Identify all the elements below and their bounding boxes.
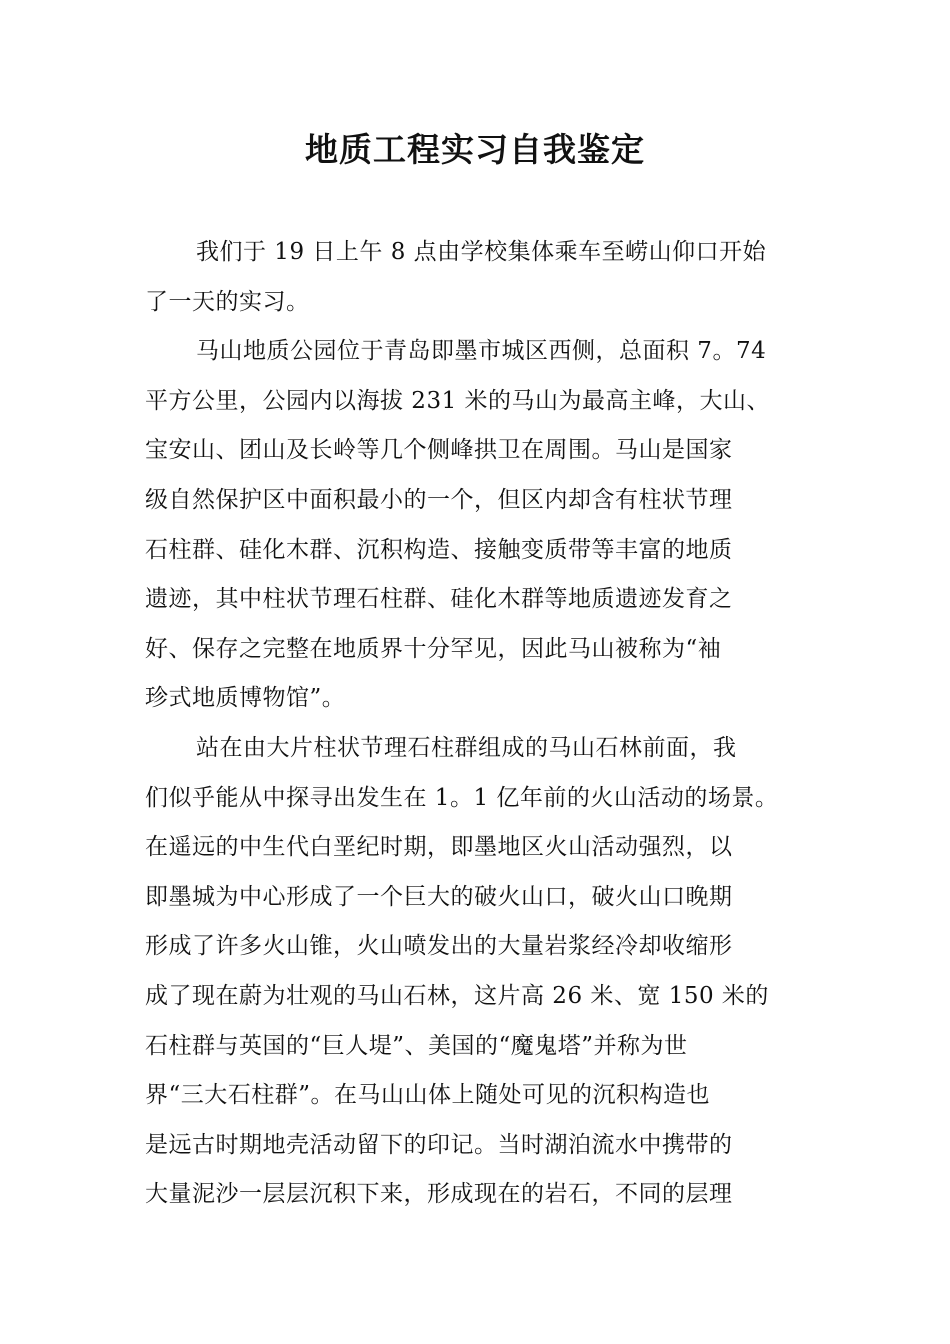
text-line: 了一天的实习。 <box>145 288 310 315</box>
text-line: 们似乎能从中探寻出发生在 1。1 亿年前的火山活动的场景。 <box>145 784 779 811</box>
text-line: 石柱群与英国的“巨人堤”、美国的“魔鬼塔”并称为世 <box>145 1032 688 1059</box>
text-line: 平方公里，公园内以海拔 231 米的马山为最高主峰，大山、 <box>145 387 771 414</box>
text-line: 站在由大片柱状节理石柱群组成的马山石林前面，我 <box>196 734 737 761</box>
text-line: 形成了许多火山锥，火山喷发出的大量岩浆经冷却收缩形 <box>145 933 733 960</box>
text-line: 界“三大石柱群”。在马山山体上随处可见的沉积构造也 <box>145 1082 711 1109</box>
document-title: 地质工程实习自我鉴定 <box>305 130 645 169</box>
text-line: 即墨城为中心形成了一个巨大的破火山口，破火山口晚期 <box>145 883 733 910</box>
text-line: 遗迹，其中柱状节理石柱群、硅化木群等地质遗迹发育之 <box>145 586 733 613</box>
text-line: 成了现在蔚为壮观的马山石林，这片高 26 米、宽 150 米的 <box>145 982 769 1009</box>
text-line: 珍式地质博物馆”。 <box>145 685 346 712</box>
text-line: 马山地质公园位于青岛即墨市城区西侧，总面积 7。74 <box>196 338 767 365</box>
text-line: 大量泥沙一层层沉积下来，形成现在的岩石，不同的层理 <box>145 1181 733 1208</box>
text-line: 是远古时期地壳活动留下的印记。当时湖泊流水中携带的 <box>145 1131 733 1158</box>
text-line: 石柱群、硅化木群、沉积构造、接触变质带等丰富的地质 <box>145 536 733 563</box>
text-line: 我们于 19 日上午 8 点由学校集体乘车至崂山仰口开始 <box>196 239 767 265</box>
text-line: 宝安山、团山及长岭等几个侧峰拱卫在周围。马山是国家 <box>145 437 733 464</box>
text-line: 好、保存之完整在地质界十分罕见，因此马山被称为“袖 <box>145 635 722 662</box>
text-line: 在遥远的中生代白垩纪时期，即墨地区火山活动强烈，以 <box>145 834 733 861</box>
text-line: 级自然保护区中面积最小的一个，但区内却含有柱状节理 <box>145 486 733 513</box>
document-body <box>145 228 835 1220</box>
